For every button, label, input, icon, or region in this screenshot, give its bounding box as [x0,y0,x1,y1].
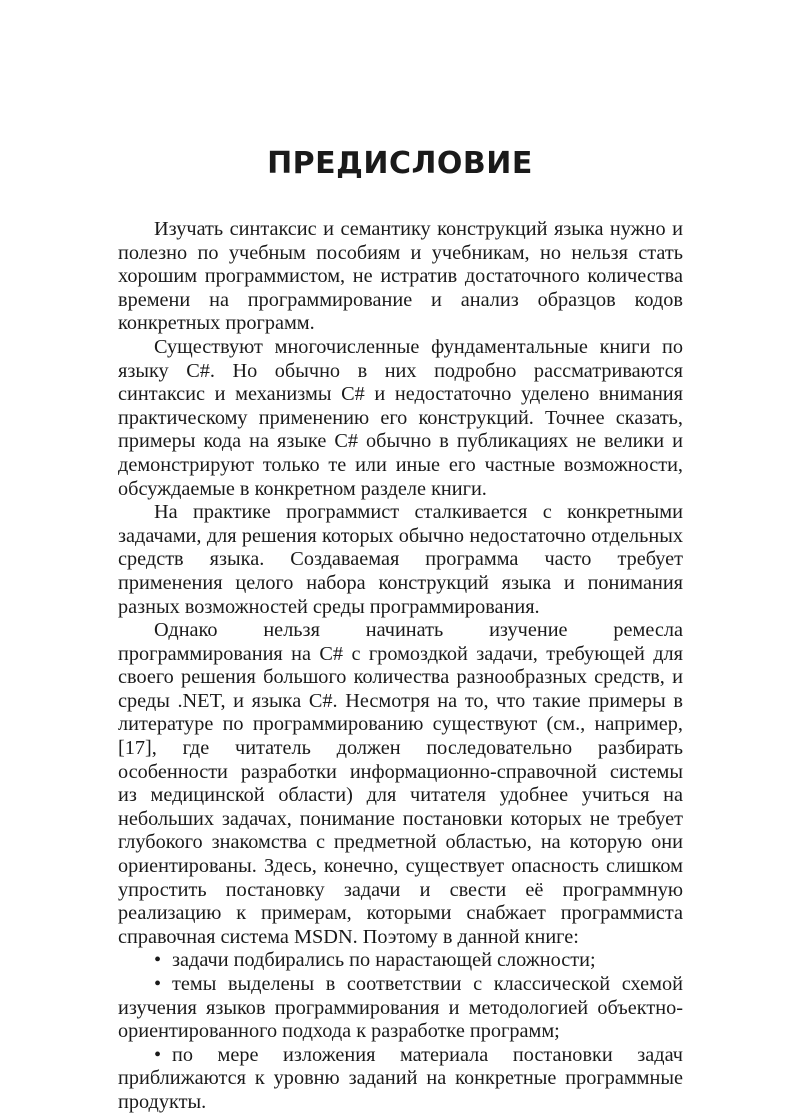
paragraph-2: Существуют многочисленные фундаментальные книги по языку C#. Но обычно в них подробно рассматриваются синтаксис и механизмы C# и недостаточно уделено внимания практическому применению его конструкций. Точнее сказать, примеры кода на языке C# обычно в публикациях не велики и демонстрируют только те или иные его частные возможности, обсуждаемые в конкретном разделе книги. [118,335,683,500]
paragraph-1: Изучать синтаксис и семантику конструкций языка нужно и полезно по учебным пособиям и учебникам, но нельзя стать хорошим программистом, не истратив достаточного количества времени на программирование и анализ образцов кодов конкретных программ. [118,218,683,335]
bullet-text: по мере изложения материала постановки задач приближаются к уровню заданий на конкретные программные продукты. [118,1043,683,1113]
bullet-item-1 [118,949,683,973]
paragraph-4: Однако нельзя начинать изучение ремесла программирования на C# с громоздкой задачи, требующей для своего решения большого количества разнообразных средств, и среды .NET, и языка C#. Несмотря на то, что такие примеры в литературе по программированию существуют (см., например, [17], где читатель должен последовательно разбирать особенности разработки информационно-справочной системы из медицинской области) для читателя удобнее учиться на небольших задачах, понимание постановки которых не требует глубокого знакомства с предметной областью, на которую они ориентированы. Здесь, конечно, существует опасность слишком упростить постановку задачи и свести её программную реализацию к примерам, которыми снабжает программиста справочная система MSDN. Поэтому в данной книге: [118,619,683,948]
bullet-mark: • [154,1043,162,1066]
body-text [118,218,683,1115]
bullet-text: темы выделены в соответствии с классической схемой изучения языков программирования и методологией объектно-ориентированного подхода к разработке программ; [118,973,683,1043]
bullet-item-3 [118,1044,683,1115]
bullet-mark: • [154,973,162,995]
page-title: ПРЕДИСЛОВИЕ [267,146,533,181]
paragraph-3: На практике программист сталкивается с конкретными задачами, для решения которых обычно недостаточно отдельных средств языка. Создаваемая программа часто требует применения целого набора конструкций языка и понимания разных возможностей среды программирования. [118,501,683,618]
bullet-text: задачи подбирались по нарастающей сложности; [172,949,596,972]
bullet-item-2 [118,973,683,1044]
bullet-mark: • [154,949,162,972]
